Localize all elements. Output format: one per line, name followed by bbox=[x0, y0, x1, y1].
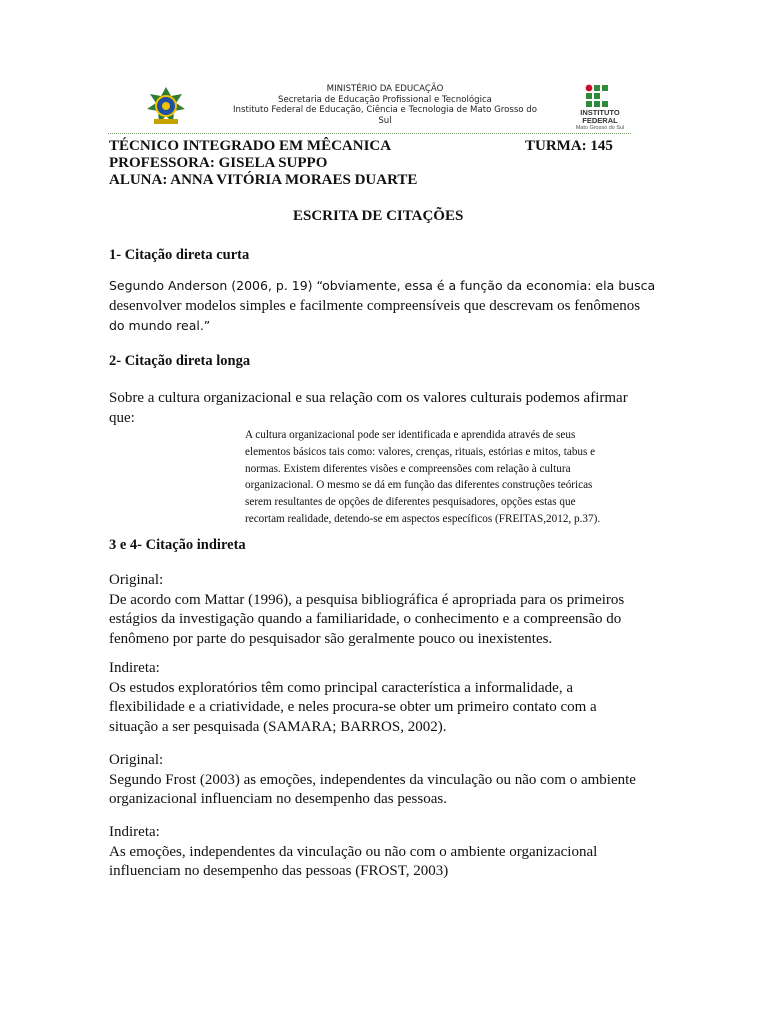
original-1-line: fenômeno por parte do pesquisador são geralmente pouco ou inexistentes. bbox=[109, 630, 553, 647]
section1-paragraph bbox=[109, 276, 655, 336]
if-logo-line2: FEDERAL bbox=[582, 115, 618, 125]
section2-heading: 2- Citação direta longa bbox=[109, 353, 251, 369]
teacher-name: PROFESSORA: GISELA SUPPO bbox=[109, 155, 328, 171]
original-1-line: De acordo com Mattar (1996), a pesquisa bibliográfica é apropriada para os primeiros bbox=[109, 591, 625, 608]
quote-line: serem resultantes de opções de diferentes pesquisadores, opções estas que bbox=[245, 496, 576, 509]
brazil-coat-of-arms-icon bbox=[145, 86, 187, 128]
section3-heading: 3 e 4- Citação indireta bbox=[109, 537, 246, 553]
section1-heading: 1- Citação direta curta bbox=[109, 247, 250, 263]
section2-intro-line1: Sobre a cultura organizacional e sua relação com os valores culturais podemos afirmar bbox=[109, 390, 628, 406]
secretariat-name: Secretaria de Educação Profissional e Tecnológica bbox=[278, 94, 492, 105]
quote-line: recortam realidade, detendo-se em aspectos específicos (FREITAS,2012, p.37). bbox=[245, 512, 601, 525]
course-name: TÉCNICO INTEGRADO EM MÊCANICA bbox=[109, 138, 392, 154]
original-1-line: estágios da investigação quando a familiaridade, o conhecimento e a compreensão do bbox=[109, 611, 622, 627]
original-2-line: Segundo Frost (2003) as emoções, independentes da vinculação ou não com o ambiente bbox=[109, 771, 636, 788]
section1-line1: Segundo Anderson (2006, p. 19) “obviamente, essa é a função da economia: ela busca bbox=[109, 278, 656, 293]
if-logo-icon bbox=[585, 84, 609, 108]
long-quote bbox=[245, 427, 659, 528]
indirect-1-block bbox=[109, 659, 597, 737]
if-logo-text bbox=[570, 109, 630, 133]
if-logo-subtitle: Mato Grosso do Sul bbox=[575, 125, 625, 131]
header-divider bbox=[108, 133, 631, 134]
original-2-label: Original: bbox=[109, 752, 164, 768]
if-logo-line1: INSTITUTO bbox=[580, 108, 620, 117]
indirect-1-line: Os estudos exploratórios têm como principal característica a informalidade, a bbox=[109, 679, 573, 696]
institution-header bbox=[230, 84, 540, 126]
quote-line: organizacional. O mesmo se dá em função das diferentes construções teóricas bbox=[245, 479, 593, 492]
quote-line: normas. Existem diferentes visões e compreensões com relação à cultura bbox=[245, 462, 571, 475]
quote-line: A cultura organizacional pode ser identificada e aprendida através de seus bbox=[245, 429, 576, 441]
section1-line2: desenvolver modelos simples e facilmente compreensíveis que descrevam os fenômenos bbox=[109, 297, 641, 314]
institute-name: Instituto Federal de Educação, Ciência e Tecnologia de Mato Grosso do Sul bbox=[233, 105, 537, 126]
original-2-block bbox=[109, 751, 636, 810]
indirect-2-label: Indireta: bbox=[109, 824, 160, 840]
ministry-name: MINISTÉRIO DA EDUCAÇÃO bbox=[326, 84, 444, 94]
class-number: TURMA: 145 bbox=[525, 138, 613, 154]
section1-line3: do mundo real.” bbox=[109, 318, 211, 333]
indirect-2-line: As emoções, independentes da vinculação ou não com o ambiente organizacional bbox=[109, 843, 598, 860]
indirect-2-block bbox=[109, 823, 597, 882]
indirect-1-line: situação a ser pesquisada (SAMARA; BARROS, 2002). bbox=[109, 718, 447, 735]
indirect-1-line: flexibilidade e a criatividade, e neles procura-se obter um primeiro contato com a bbox=[109, 699, 597, 715]
page-title: ESCRITA DE CITAÇÕES bbox=[293, 208, 464, 224]
original-1-block bbox=[109, 571, 624, 649]
quote-line: elementos básicos tais como: valores, crenças, rituais, estórias e mitos, tabus e bbox=[245, 445, 596, 458]
section2-intro-line2: que: bbox=[109, 409, 135, 426]
original-1-label: Original: bbox=[109, 572, 164, 588]
indirect-1-label: Indireta: bbox=[109, 660, 160, 676]
original-2-line: organizacional influenciam no desempenho das pessoas. bbox=[109, 791, 447, 807]
section2-intro bbox=[109, 389, 628, 428]
student-name: ALUNA: ANNA VITÓRIA MORAES DUARTE bbox=[109, 172, 418, 188]
indirect-2-line: influenciam no desempenho das pessoas (FROST, 2003) bbox=[109, 863, 449, 879]
